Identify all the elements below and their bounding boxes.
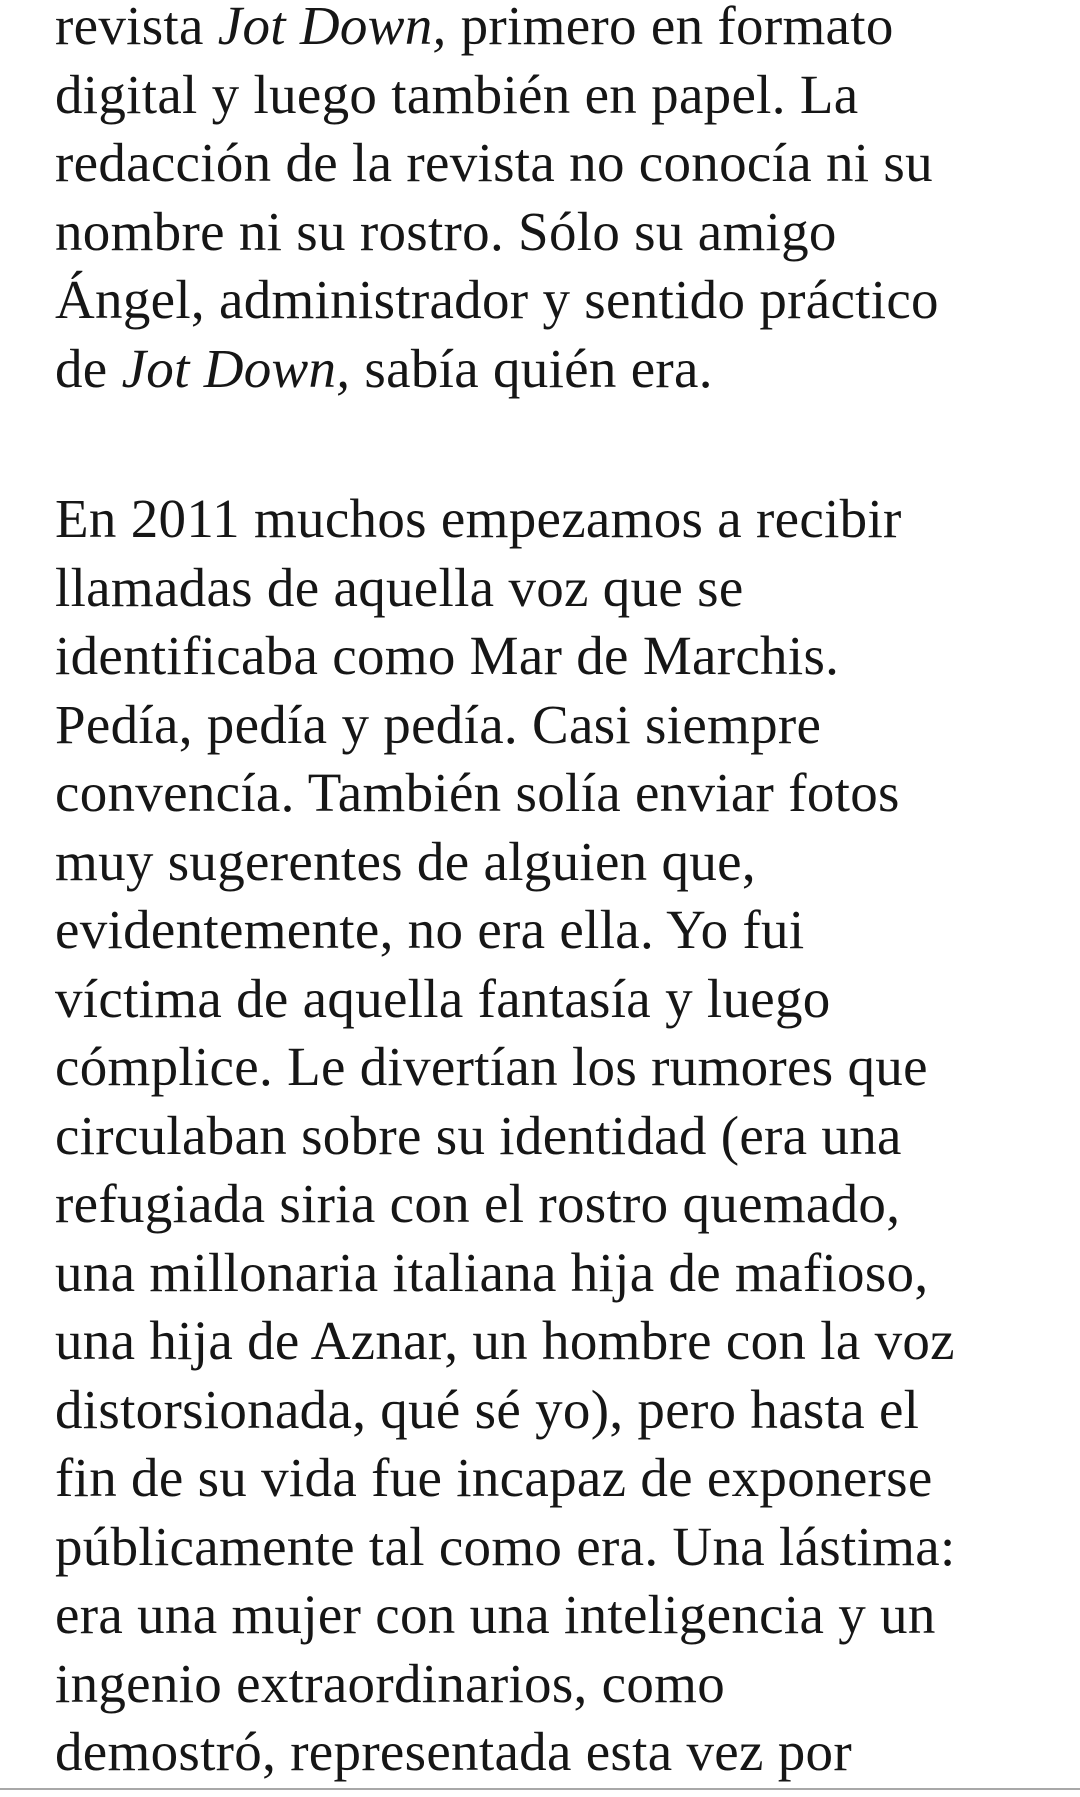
text-line: llamadas de aquella voz que se	[55, 556, 744, 618]
paragraph-1	[55, 0, 1040, 403]
text-line: circulaban sobre su identidad (era una	[55, 1104, 902, 1166]
text-line: En 2011 muchos empezamos a recibir	[55, 488, 902, 549]
paragraph-2	[55, 485, 1040, 1787]
text-line: ingenio extraordinarios, como	[55, 1652, 726, 1714]
text-line: redacción de la revista no conocía ni su	[55, 132, 933, 193]
text-line: convencía. También solía enviar fotos	[55, 762, 900, 823]
text-run: de	[55, 337, 122, 399]
article-text-column	[55, 0, 1040, 1787]
text-line: Pedía, pedía y pedía. Casi siempre	[55, 693, 822, 755]
text-run: primero en formato	[446, 0, 894, 56]
text-line	[55, 335, 1040, 404]
text-line: demostró, representada esta vez por	[55, 1721, 852, 1782]
text-line: públicamente tal como era. Una lástima:	[55, 1515, 956, 1577]
text-line: una millonaria italiana hija de mafioso,	[55, 1241, 929, 1303]
text-line: era una mujer con una inteligencia y un	[55, 1584, 936, 1645]
italic-text-run: Jot Down,	[121, 337, 351, 399]
text-run: sabía quién era.	[350, 337, 713, 399]
text-line: identificaba como Mar de Marchis.	[55, 625, 840, 686]
text-run: revista	[55, 0, 218, 56]
text-line: refugiada siria con el rostro quemado,	[55, 1173, 901, 1234]
text-line: fin de su vida fue incapaz de exponerse	[55, 1447, 933, 1508]
text-line: evidentemente, no era ella. Yo fui	[55, 899, 805, 960]
text-line: una hija de Aznar, un hombre con la voz	[55, 1310, 955, 1371]
text-line	[55, 0, 1040, 61]
text-line: digital y luego también en papel. La	[55, 63, 859, 125]
text-line: nombre ni su rostro. Sólo su amigo	[55, 200, 837, 262]
text-line: muy sugerentes de alguien que,	[55, 830, 756, 892]
italic-text-run: Jot Down,	[217, 0, 447, 56]
text-line: distorsionada, qué sé yo), pero hasta el	[55, 1378, 920, 1440]
text-line: víctima de aquella fantasía y luego	[55, 967, 831, 1029]
page-bottom-divider	[0, 1788, 1080, 1790]
text-line: cómplice. Le divertían los rumores que	[55, 1036, 928, 1097]
text-line: Ángel, administrador y sentido práctico	[55, 269, 939, 330]
